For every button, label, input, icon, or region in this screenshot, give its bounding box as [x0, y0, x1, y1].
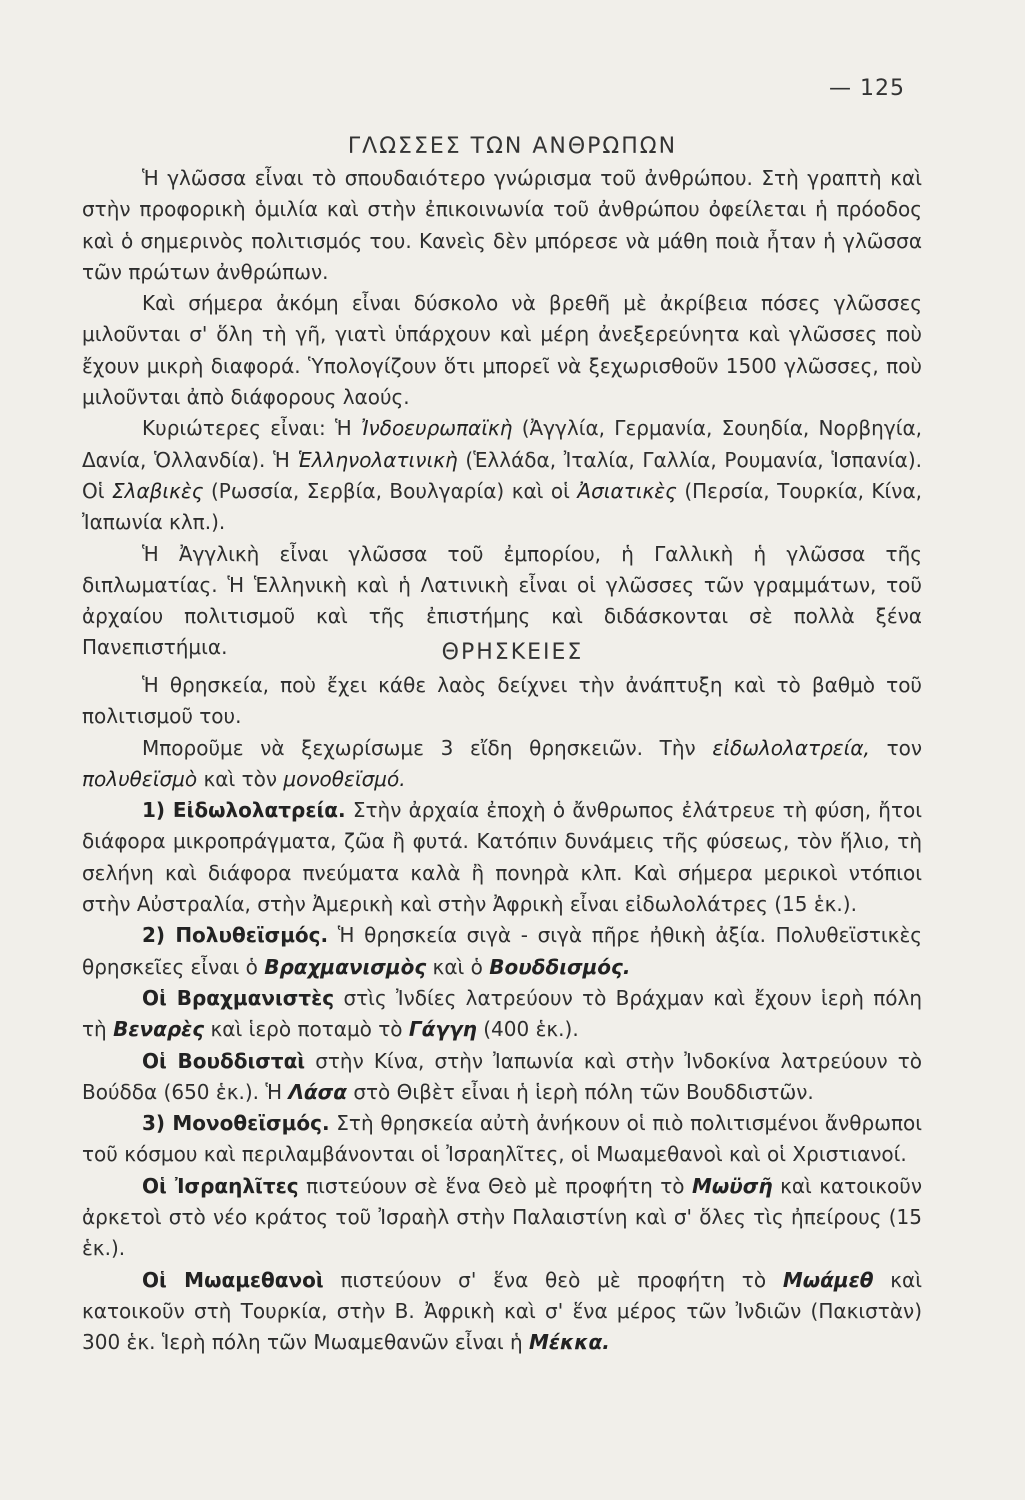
text: (Περσία, Τουρκία, Κίνα, Ἰαπωνία κλπ.).: [82, 478, 922, 535]
text: τον: [886, 735, 923, 760]
term-asiatic: Ἀσιατικὲς: [577, 478, 677, 503]
text: Στὴ θρησκεία αὐτὴ ἀνήκουν οἱ πιὸ πολιτισμένοι ἄνθρωποι τοῦ κόσμου καὶ περιλαμβάνονται οἱ Ἰσραηλῖτες, οἱ Μωαμεθανοὶ καὶ οἱ Χριστιανοί.: [82, 1111, 922, 1167]
section-title-languages: ΓΛΩΣΣΕΣ ΤΩΝ ΑΝΘΡΩΠΩΝ: [347, 134, 678, 159]
paragraph: [82, 1265, 922, 1359]
paragraph: [82, 733, 922, 796]
term-monotheism: μονοθεϊσμό.: [283, 766, 406, 791]
term-indoeuropean: Ἰνδοευρωπαϊκὴ: [360, 416, 513, 441]
subheading-israelites: Οἱ Ἰσραηλῖτες: [142, 1173, 299, 1198]
term-buddhism: Βουδδισμός.: [489, 954, 631, 979]
subheading-brahmanists: Οἱ Βραχμανιστὲς: [142, 985, 335, 1010]
subheading-muslims: Οἱ Μωαμεθανοὶ: [142, 1267, 324, 1292]
term-lhasa: Λάσα: [288, 1079, 347, 1104]
text: στὴν Κίνα, στὴν Ἰαπωνία καὶ στὴν Ἰνδοκίνα λατρεύουν τὸ Βούδδα (650 ἑκ.). Ἡ: [82, 1048, 922, 1104]
paragraph: [82, 920, 922, 983]
paragraph: Ἡ Ἀγγλικὴ εἶναι γλῶσσα τοῦ ἐμπορίου, ἡ Γαλλικὴ ἡ γλῶσσα τῆς διπλωματίας. Ἡ Ἑλληνικὴ καὶ ἡ Λατινικὴ εἶναι οἱ γλῶσσες τῶν γραμμάτων, τοῦ ἀρχαίου πολιτισμοῦ καὶ τῆς ἐπιστήμης καὶ διδάσκονται σὲ πολλὰ ξένα Πανεπιστήμια.: [82, 541, 922, 660]
text: καὶ κατοικοῦν ἀρκετοὶ στὸ νέο κράτος τοῦ Ἰσραὴλ στὴν Παλαιστίνη καὶ σ' ὅλες τὶς ἠπείρους (15 ἑκ.).: [82, 1173, 923, 1261]
paragraph: [82, 413, 922, 538]
term-ganges: Γάγγη: [408, 1017, 477, 1042]
text: (400 ἑκ.).: [483, 1017, 579, 1042]
text: Μποροῦμε νὰ ξεχωρίσωμε 3 εἴδη θρησκειῶν. Τὴν: [142, 735, 696, 760]
text: Κυριώτερες εἶναι: Ἡ: [142, 416, 352, 441]
text: (Ἀγγλία, Γερμανία, Σουηδία, Νορβηγία, Δανία, Ὁλλανδία). Ἡ: [82, 416, 922, 472]
text: καὶ τὸν: [203, 766, 278, 791]
text: στὶς Ἰνδίες λατρεύουν τὸ Βράχμαν καὶ ἔχουν ἱερὴ πόλη τὴ: [82, 985, 922, 1042]
paragraph: [82, 983, 922, 1046]
paragraph: [82, 1171, 922, 1265]
paragraph: [82, 795, 922, 920]
page-number: — 125: [829, 76, 905, 101]
text: στὸ Θιβὲτ εἶναι ἡ ἱερὴ πόλη τῶν Βουδδιστῶν.: [353, 1079, 814, 1104]
paragraph: Καὶ σήμερα ἀκόμη εἶναι δύσκολο νὰ βρεθῆ μὲ ἀκρίβεια πόσες γλῶσσες μιλοῦνται σ' ὅλη τὴ γῆ, γιατὶ ὑπάρχουν καὶ μέρη ἀνεξερεύνητα καὶ γλῶσσες ποὺ ἔχουν μικρὴ διαφορά. Ὑπολογίζουν ὅτι μπορεῖ νὰ ξεχωρισθοῦν 1500 γλῶσσες, ποὺ μιλοῦνται ἀπὸ διάφορους λαούς.: [82, 291, 922, 410]
term-moses: Μωϋσῆ: [691, 1173, 773, 1198]
text: πιστεύουν σ' ἕνα θεὸ μὲ προφήτη τὸ: [340, 1267, 767, 1292]
section-languages-body: [82, 163, 922, 664]
paragraph: Ἡ θρησκεία, ποὺ ἔχει κάθε λαὸς δείχνει τὴν ἀνάπτυξη καὶ τὸ βαθμὸ τοῦ πολιτισμοῦ του.: [82, 673, 922, 729]
term-polytheism: πολυθεϊσμὸ: [82, 766, 198, 791]
paragraph: [82, 1108, 922, 1171]
text: πιστεύουν σὲ ἕνα Θεὸ μὲ προφήτη τὸ: [306, 1173, 685, 1198]
text: Ἡ θρησκεία σιγὰ - σιγὰ πῆρε ἠθικὴ ἀξία. Πολυθεϊστικὲς θρησκεῖες εἶναι ὁ: [82, 923, 922, 979]
text: (Ρωσσία, Σερβία, Βουλγαρία) καὶ οἱ: [210, 478, 570, 503]
term-mecca: Μέκκα.: [529, 1330, 610, 1355]
text: καὶ ὁ: [432, 954, 483, 979]
paragraph: [82, 1046, 922, 1109]
text: καὶ κατοικοῦν στὴ Τουρκία, στὴν Β. Ἀφρικὴ καὶ σ' ἕνα μέρος τῶν Ἰνδιῶν (Πακιστὰν) 300 ἑκ. Ἱερὴ πόλη τῶν Μωαμεθανῶν εἶναι ἡ: [82, 1267, 922, 1355]
subheading-buddhists: Οἱ Βουδδισταὶ: [142, 1048, 306, 1073]
term-idolatry: εἰδωλολατρεία,: [712, 735, 870, 760]
text: (Ἑλλάδα, Ἰταλία, Γαλλία, Ρουμανία, Ἱσπανία). Οἱ: [82, 447, 923, 503]
subheading-polytheism: 2) Πολυθεϊσμός.: [142, 923, 329, 948]
subheading-idolatry: 1) Εἰδωλολατρεία.: [142, 798, 346, 823]
text: Στὴν ἀρχαία ἐποχὴ ὁ ἄνθρωπος ἐλάτρευε τὴ φύση, ἤτοι διάφορα μικροπράγματα, ζῶα ἢ φυτά. Κατόπιν δυνάμεις τῆς φύσεως, τὸν ἥλιο, τὴ σελήνη καὶ διάφορα πνεύματα καλὰ ἢ πονηρὰ κλπ. Καὶ σήμερα μερικοὶ ντόπιοι στὴν Αὐστραλία, στὴν Ἀμερικὴ καὶ στὴν Ἀφρικὴ εἶναι εἰδωλολάτρες (15 ἑκ.).: [82, 798, 923, 917]
term-brahmanism: Βραχμανισμὸς: [264, 954, 427, 979]
term-muhammad: Μωάμεθ: [782, 1267, 874, 1292]
text: καὶ ἱερὸ ποταμὸ τὸ: [210, 1017, 403, 1042]
section-title-religions: ΘΡΗΣΚΕΙΕΣ: [441, 640, 584, 665]
section-religions-body: [82, 670, 922, 1359]
term-benares: Βεναρὲς: [113, 1017, 205, 1042]
term-greco-latin: Ἑλληνολατινικὴ: [297, 447, 458, 472]
subheading-monotheism: 3) Μονοθεϊσμός.: [142, 1111, 330, 1136]
term-slavic: Σλαβικὲς: [111, 478, 204, 503]
paragraph: Ἡ γλῶσσα εἶναι τὸ σπουδαιότερο γνώρισμα τοῦ ἀνθρώπου. Στὴ γραπτὴ καὶ στὴν προφορικὴ ὁμιλία καὶ στὴν ἐπικοινωνία τοῦ ἀνθρώπου ὀφείλεται ἡ πρόοδος καὶ ὁ σημερινὸς πολιτισμός του. Κανεὶς δὲν μπόρεσε νὰ μάθη ποιὰ ἦταν ἡ γλῶσσα τῶν πρώτων ἀνθρώπων.: [82, 166, 922, 284]
